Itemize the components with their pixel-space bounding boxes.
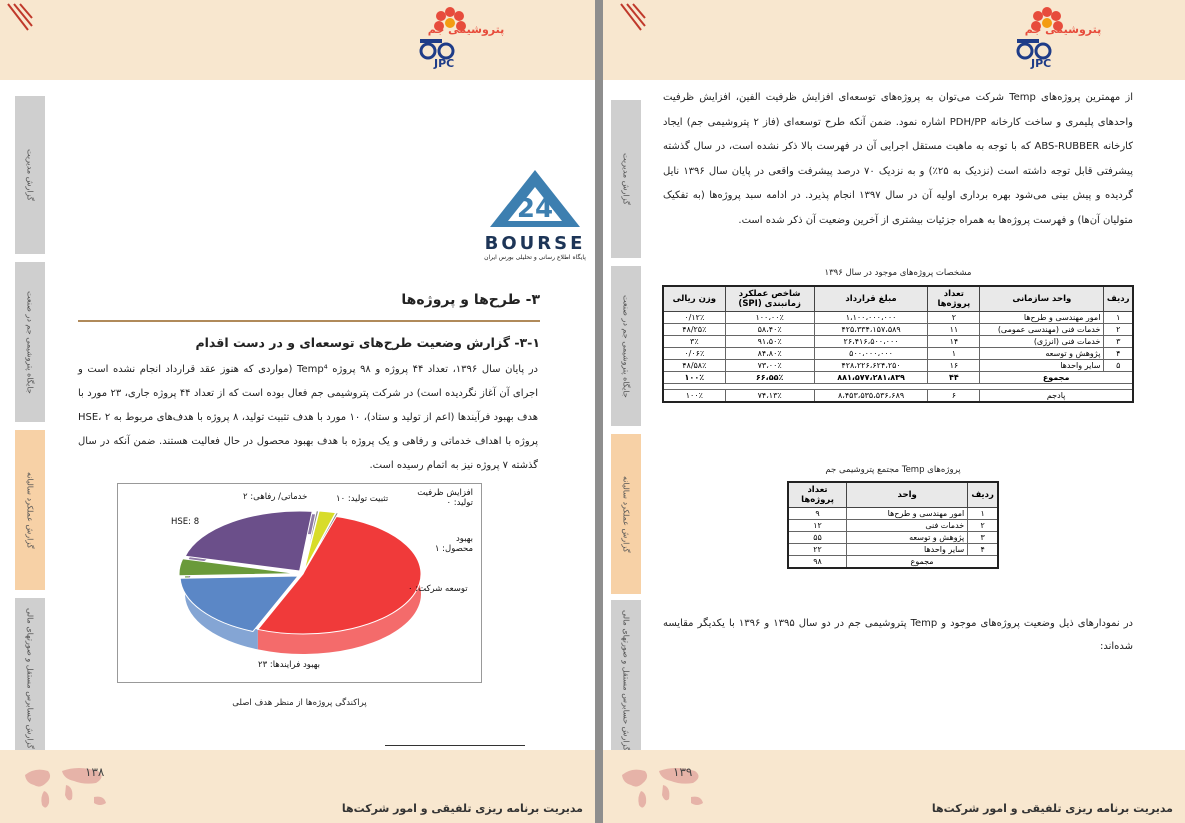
bourse-name: BOURSE	[484, 233, 586, 254]
table-row	[788, 508, 998, 520]
section-title: ۳- طرح‌ها و پروژه‌ها	[401, 292, 540, 308]
col-unit: واحد سازمانی	[980, 286, 1104, 312]
col-amount: مبلغ قرارداد	[814, 286, 928, 312]
table-extra-row	[663, 390, 1133, 403]
table-cell: ۱	[1104, 312, 1133, 324]
table-cell: ۲۲	[788, 544, 847, 556]
table-row	[663, 348, 1133, 360]
table2-caption: پروژه‌های Temp مجتمع پتروشیمی جم	[825, 465, 961, 475]
temp-projects-table	[787, 481, 999, 569]
col-row: ردیف	[968, 482, 998, 508]
table-cell: امور مهندسی و طرح‌ها	[847, 508, 968, 520]
table-cell: ۵۰۰،۰۰۰،۰۰۰	[814, 348, 928, 360]
label-product: بهبود محصول: ۱	[434, 534, 473, 554]
extra-cell: ۶	[928, 390, 980, 403]
table-cell: ۱۴	[928, 336, 980, 348]
table-cell: ۱۰۰،۰۰٪	[725, 312, 814, 324]
table-cell: پژوهش و توسعه	[847, 532, 968, 544]
total-cell: ۸۸۱،۵۷۷،۲۸۱،۸۳۹	[814, 372, 928, 384]
tab-management-report[interactable]: گزارش مدیریت	[611, 100, 641, 258]
table-cell: ۴۸/۲۵٪	[663, 324, 725, 336]
table-cell: ۲	[928, 312, 980, 324]
table-header-row	[663, 286, 1133, 312]
table-cell: ۰/۱۲٪	[663, 312, 725, 324]
logo-brand-text: پتروشیمی جم	[1024, 23, 1102, 36]
projects-table	[662, 285, 1134, 403]
tab-annual-performance[interactable]: گزارش عملکرد سالیانه	[15, 430, 45, 590]
extra-cell: ۷۴،۱۳٪	[725, 390, 814, 403]
page-number: ۱۳۹	[673, 765, 693, 779]
table-cell: ۲	[968, 520, 998, 532]
section-divider	[78, 320, 540, 322]
label-process: بهبود فرایندها: ۲۳	[258, 660, 321, 670]
extra-cell: پادجم	[980, 390, 1133, 403]
main-paragraph: از مهمترین پروژه‌های Temp شرکت می‌توان به پروژه‌های توسعه‌ای افزایش ظرفیت الفین، افزایش ظرفیت واحدهای پلیمری و ساخت کارخانه PDH/PP اشاره نمود. ضمن آنکه طرح توسعه‌ای (فاز ۲ پتروشیمی جم) ایجاد کارخانه ABS-RUBBER که با توجه به ماهیت مستقل اجرایی آن در فهرست بالا ذکر نشده است، در سال گذشته پیشرفتی قابل توجه داشته است (نزدیک به ۲۵٪) و به نزدیک ۷۰ درصد پیشرفت واقعی در پایان سال ۱۳۹۶ نایل گردیده و پیش بینی می‌شود بهره برداری اولیه آن در سال ۱۳۹۷ انجام پذیرد. در ادامه سبد پروژه‌ها (به تفکیک متولیان آن‌ها) و فهرست پروژه‌ها به همراه جزئیات بیشتری از آخرین وضعیت آن ذکر شده است.	[663, 92, 1134, 226]
table-cell: ۷۳،۰۰٪	[725, 360, 814, 372]
decorative-lines-icon	[6, 2, 32, 32]
extra-cell: ۸،۴۵۳،۵۳۵،۵۳۶،۶۸۹	[814, 390, 928, 403]
table-cell: خدمات فنی (مهندسی عمومی)	[980, 324, 1104, 336]
label-stabilize: تثبیت تولید: ۱۰	[336, 494, 389, 504]
table-row	[663, 336, 1133, 348]
table1-caption: مشخصات پروژه‌های موجود در سال ۱۳۹۶	[824, 268, 972, 278]
svg-text:24: 24	[516, 194, 554, 224]
label-capacity: افزایش ظرفیت تولید: ۰	[417, 488, 473, 508]
table-cell: ۴	[1104, 348, 1133, 360]
total-cell: ۴۴	[928, 372, 980, 384]
logo-jpc-text: JPC	[434, 57, 455, 70]
total-cell: ۹۸	[788, 556, 847, 569]
table-cell: ۴۲۸،۲۲۶،۶۲۴،۲۵۰	[814, 360, 928, 372]
total-cell: مجموع	[980, 372, 1133, 384]
col-weight: وزن ریالی	[663, 286, 725, 312]
bourse-logo	[470, 165, 600, 265]
tab-auditor-report[interactable]: گزارش حسابرس مستقل و صورتهای مالی	[611, 600, 641, 760]
table-cell: ۹۱،۵۰٪	[725, 336, 814, 348]
logo-jpc-text: JPC	[1031, 57, 1052, 70]
header-band	[0, 0, 595, 80]
table-total-row	[788, 556, 998, 569]
table-row	[663, 360, 1133, 372]
table-cell: ۴۸/۵۸٪	[663, 360, 725, 372]
table-cell: ۴۲۵،۳۳۴،۱۵۷،۵۸۹	[814, 324, 928, 336]
table-header-row	[788, 482, 998, 508]
label-hse: HSE: 8	[171, 517, 200, 527]
right-page	[603, 0, 1185, 823]
col-row: ردیف	[1104, 286, 1133, 312]
col-count: تعداد پروژه‌ها	[928, 286, 980, 312]
table-cell: ۰/۰۶٪	[663, 348, 725, 360]
table-cell: خدمات فنی (انرژی)	[980, 336, 1104, 348]
table-cell: ۱۱	[928, 324, 980, 336]
side-tabs	[15, 96, 45, 749]
table-cell: امور مهندسی و طرح‌ها	[980, 312, 1104, 324]
table-cell: ۸۴،۸۰٪	[725, 348, 814, 360]
table-row	[788, 544, 998, 556]
table-cell: ۹	[788, 508, 847, 520]
total-cell: ۱۰۰٪	[663, 372, 725, 384]
table-cell: ۵۵	[788, 532, 847, 544]
table-cell: ۵	[1104, 360, 1133, 372]
total-cell: ۶۶،۵۵٪	[725, 372, 814, 384]
pie-chart	[117, 483, 482, 683]
table-row	[663, 324, 1133, 336]
table-total-row	[663, 372, 1133, 384]
tab-annual-performance[interactable]: گزارش عملکرد سالیانه	[611, 434, 641, 594]
subsection-title: ۳-۱- گزارش وضعیت طرح‌های توسعه‌ای و در دست اقدام	[195, 335, 540, 350]
tab-industry-position[interactable]: جایگاه پتروشیمی جم در صنعت	[611, 266, 641, 426]
extra-cell: ۱۰۰٪	[663, 390, 725, 403]
table-row	[788, 532, 998, 544]
company-logo	[1009, 3, 1102, 75]
col-count: تعداد پروژه‌ها	[788, 482, 847, 508]
table-row	[788, 520, 998, 532]
table-cell: ۲	[1104, 324, 1133, 336]
table-cell: سایر واحدها	[847, 544, 968, 556]
footer-text: مدیریت برنامه ریزی تلفیقی و امور شرکت‌ها	[341, 802, 583, 815]
tab-management-report[interactable]: گزارش مدیریت	[15, 96, 45, 254]
table-row	[663, 312, 1133, 324]
total-cell: مجموع	[847, 556, 998, 569]
closing-paragraph: در نمودارهای ذیل وضعیت پروژه‌های موجود و Temp پتروشیمی جم در دو سال ۱۳۹۵ و ۱۳۹۶ با یکدیگر مقایسه شده‌اند:	[663, 618, 1133, 652]
table-cell: ۴	[968, 544, 998, 556]
footer-text: مدیریت برنامه ریزی تلفیقی و امور شرکت‌ها	[931, 802, 1173, 815]
table-cell: ۱۲	[788, 520, 847, 532]
footnote-divider	[385, 745, 525, 746]
table-cell: ۵۸،۴۰٪	[725, 324, 814, 336]
table-cell: ۳	[968, 532, 998, 544]
header-band	[603, 0, 1185, 80]
tab-auditor-report[interactable]: گزارش حسابرس مستقل و صورتهای مالی	[15, 598, 45, 758]
table-cell: سایر واحدها	[980, 360, 1104, 372]
col-unit: واحد	[847, 482, 968, 508]
table-cell: ۱	[928, 348, 980, 360]
side-tabs	[611, 96, 641, 751]
table-cell: ۳	[1104, 336, 1133, 348]
logo-brand-text: پتروشیمی جم	[427, 23, 505, 36]
table-cell: ۳٪	[663, 336, 725, 348]
col-spi: شاخص عملکرد زمانبندی (SPI)	[725, 286, 814, 312]
tab-industry-position[interactable]: جایگاه پتروشیمی جم در صنعت	[15, 262, 45, 422]
table-cell: ۲۶،۴۱۶،۵۰۰،۰۰۰	[814, 336, 928, 348]
table-cell: ۱۶	[928, 360, 980, 372]
table-cell: خدمات فنی	[847, 520, 968, 532]
page-number: ۱۳۸	[85, 765, 105, 779]
world-map-icon	[617, 763, 709, 813]
decorative-lines-icon	[619, 2, 645, 32]
intro-paragraph: در پایان سال ۱۳۹۶، تعداد ۴۴ پروژه و ۹۸ پروژه Temp⁴ (مواردی که هنوز عقد قرارداد انجام نشده است و اجرای آن آغاز نگردیده است) در شرکت پتروشیمی جم فعال بوده است که از تعداد ۴۴ پروژه جاری، ۲۳ مورد با هدف بهبود فرآیندها (اعم از تولید و ستاد)، ۱۰ مورد با هدف تثبیت تولید، ۸ پروژه با هدف‌های مربوط به HSE، ۲ پروژه با اهداف خدماتی و رفاهی و یک پروژه با هدف بهبود محصول در حال فعالیت هستند. ضمن آنکه در سال گذشته ۷ پروژه نیز به اتمام رسیده است.	[78, 364, 538, 471]
bourse-subtitle: پایگاه اطلاع رسانی و تحلیلی بورس ایران	[484, 254, 586, 261]
label-development: توسعه شرکت: ۰	[408, 584, 468, 594]
table-cell: پژوهش و توسعه	[980, 348, 1104, 360]
table-cell: ۱	[968, 508, 998, 520]
chart-caption: پراکندگی پروژه‌ها از منظر هدف اصلی	[232, 698, 367, 708]
label-welfare: خدماتی/ رفاهی: ۲	[243, 492, 308, 502]
company-logo	[412, 3, 505, 75]
table-cell: ۱،۱۰۰،۰۰۰،۰۰۰	[814, 312, 928, 324]
